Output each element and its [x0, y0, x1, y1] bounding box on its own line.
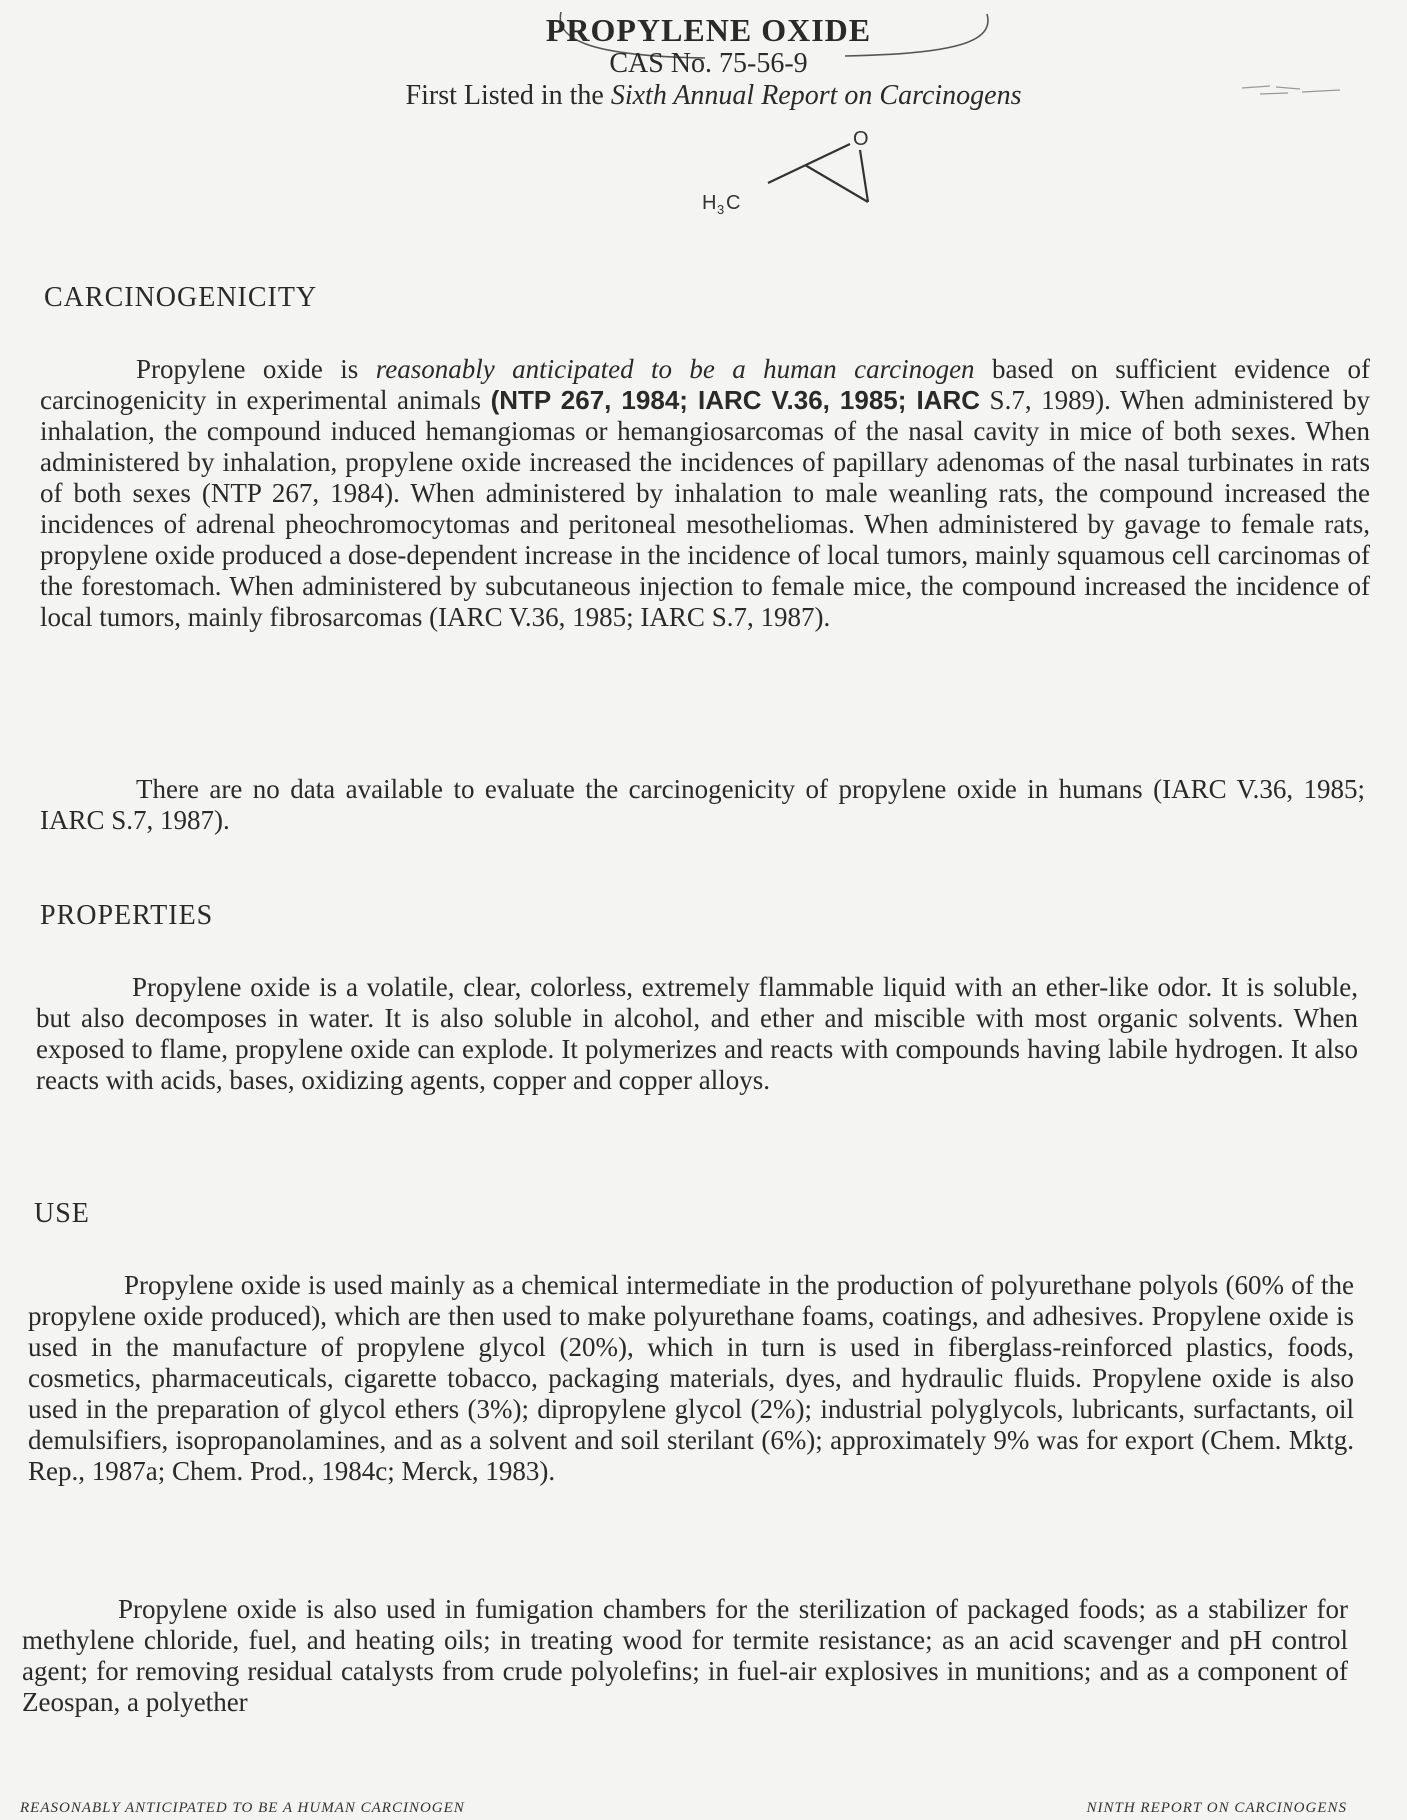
first-listed-line [0, 80, 1407, 112]
use-heading: USE [34, 1198, 90, 1229]
carcinogenicity-paragraph-1: Propylene oxide is reasonably anticipated to be a human carcinogen based on sufficient evidence of carcinogenicity in experimental animals (NTP 267, 1984; IARC V.36, 1985; IARC S.7, 1989). When administered by inhalation, the compound induced hemangiomas or hemangiosarcomas of the nasal cavity in mice of both sexes. When administered by inhalation, propylene oxide increased the incidences of papillary adenomas of the nasal turbinates in rats of both sexes (NTP 267, 1984). When administered by inhalation to male weanling rats, the compound increased the incidences of adrenal pheochromocytomas and peritoneal mesotheliomas. When administered by gavage to female rats, propylene oxide produced a dose-dependent increase in the incidence of local tumors, mainly squamous cell carcinomas of the forestomach. When administered by subcutaneous injection to female mice, the compound increased the incidence of local tumors, mainly fibrosarcomas (IARC V.36, 1985; IARC S.7, 1987). [40, 354, 1370, 632]
carcinogenicity-paragraph-2: There are no data available to evaluate the carcinogenicity of propylene oxide in humans (IARC V.36, 1985; IARC S.7, 1987). [40, 774, 1365, 835]
cas-number: CAS No. 75-56-9 [609, 48, 808, 79]
footer-left-label: REASONABLY ANTICIPATED TO BE A HUMAN CARCINOGEN [20, 1800, 465, 1816]
use-paragraph-2: Propylene oxide is also used in fumigation chambers for the sterilization of packaged foods; as a stabilizer for methylene chloride, fuel, and heating oils; in treating wood for termite resistance; as an acid scavenger and pH control agent; for removing residual catalysts from crude polyolefins; in fuel-air explosives in munitions; and as a component of Zeospan, a polyether [22, 1594, 1348, 1717]
properties-heading: PROPERTIES [40, 900, 214, 931]
propylene-oxide-structure-diagram [690, 125, 890, 225]
structure-h-label: H [702, 192, 717, 214]
properties-paragraph: Propylene oxide is a volatile, clear, colorless, extremely flammable liquid with an ether-like odor. It is soluble, but also decomposes in water. It is also soluble in alcohol, and ether and miscible with most organic solvents. When exposed to flame, propylene oxide can explode. It polymerizes and reacts with compounds having labile hydrogen. It also reacts with acids, bases, oxidizing agents, copper and copper alloys. [36, 972, 1358, 1095]
first-listed-prefix: First Listed in the [405, 80, 611, 111]
use-paragraph-1: Propylene oxide is used mainly as a chemical intermediate in the production of polyurethane polyols (60% of the propylene oxide produced), which are then used to make polyurethane foams, coatings, and adhesives. Propylene oxide is used in the manufacture of propylene glycol (20%), which in turn is used in fiberglass-reinforced plastics, foods, cosmetics, pharmaceuticals, cigarette tobacco, packaging materials, dyes, and hydraulic fluids. Propylene oxide is also used in the preparation of glycol ethers (3%); dipropylene glycol (2%); industrial polyglycols, lubricants, surfactants, oil demulsifiers, isopropanolamines, and as a solvent and soil sterilant (6%); approximately 9% was for export (Chem. Mktg. Rep., 1987a; Chem. Prod., 1984c; Merck, 1983). [28, 1270, 1354, 1486]
carcinogen-status-italic: reasonably anticipated to be a human carcinogen [375, 354, 975, 384]
margin-scribble-mark [1240, 80, 1350, 100]
footer-right-label: NINTH REPORT ON CARCINOGENS [1086, 1800, 1347, 1816]
citation-bold: (NTP 267, 1984; IARC V.36, 1985; IARC [490, 385, 980, 415]
document-title: PROPYLENE OXIDE [545, 12, 872, 48]
structure-oxygen-label: O [853, 128, 869, 150]
structure-c-label: C [726, 192, 741, 214]
carcinogenicity-heading: CARCINOGENICITY [44, 282, 318, 313]
structure-subscript-label: 3 [717, 202, 725, 217]
first-listed-report: Sixth Annual Report on Carcinogens [610, 80, 1022, 111]
